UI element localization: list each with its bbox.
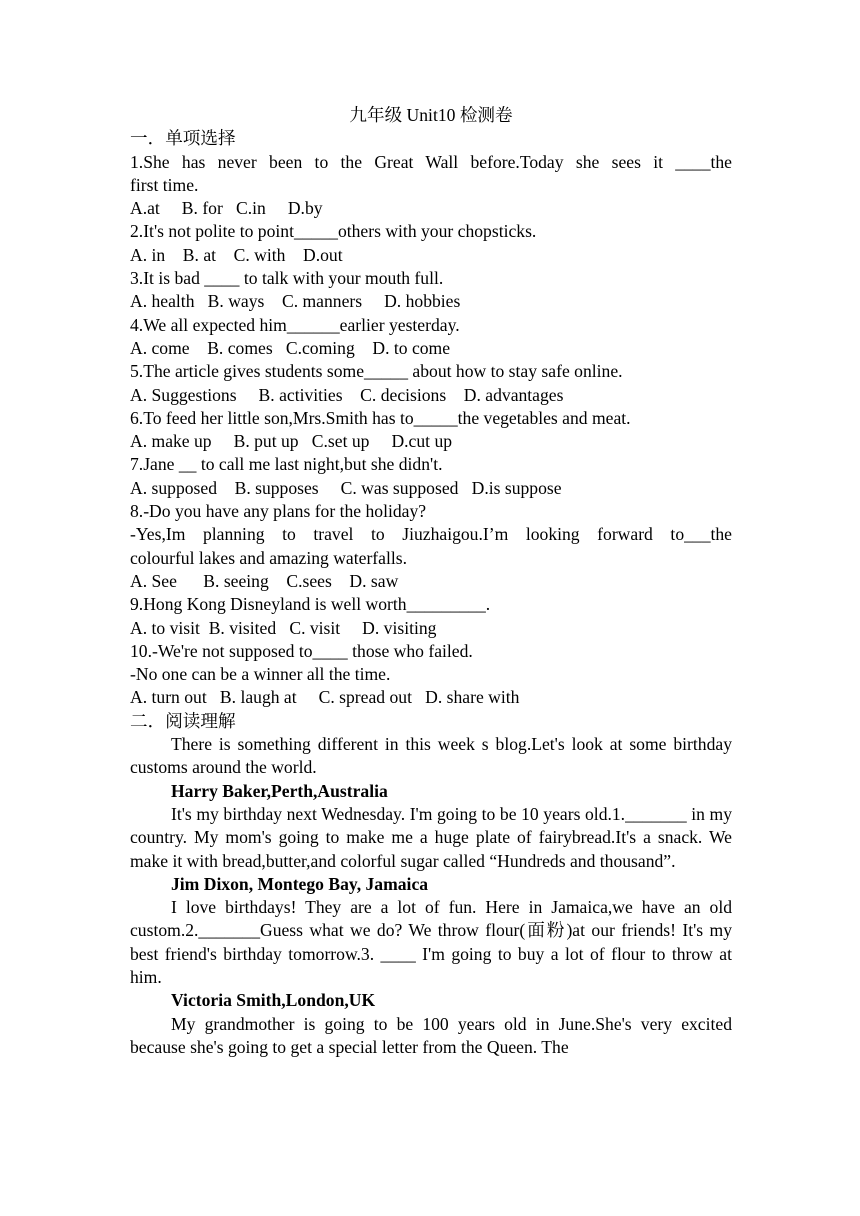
question-options: A. supposed B. supposes C. was supposed D.is suppose: [130, 477, 562, 498]
question-stem-reply: -No one can be a winner all the time.: [130, 664, 391, 685]
question-5: [130, 360, 732, 407]
document-title: 九年级 Unit10 检测卷: [349, 105, 513, 125]
question-8: [130, 500, 732, 593]
question-options: A. health B. ways C. manners D. hobbies: [130, 291, 461, 312]
question-stem-continued: colourful lakes and amazing waterfalls.: [130, 547, 407, 568]
blog-text: It's my birthday next Wednesday. I'm going to be 10 years old.1._______ in my country. My mom's going to make me a huge plate of fairybread.It's a snack. We make it with bread,butter,and colorful sugar called “Hundreds and thousand”.: [130, 803, 732, 871]
blog-text: My grandmother is going to be 100 years old in June.She's very excited because she's going to get a special letter from the Queen. The: [130, 1013, 732, 1057]
question-stem: 10.-We're not supposed to____ those who failed.: [130, 640, 473, 661]
question-stem-continued: first time.: [130, 174, 199, 195]
question-2: [130, 220, 732, 267]
question-1: [130, 151, 732, 221]
question-6: [130, 407, 732, 454]
question-options: A. See B. seeing C.sees D. saw: [130, 570, 399, 591]
question-7: [130, 453, 732, 500]
question-4: [130, 314, 732, 361]
question-stem: 3.It is bad ____ to talk with your mouth full.: [130, 268, 444, 289]
blog-author: Harry Baker,Perth,Australia: [171, 780, 388, 801]
question-stem: 8.-Do you have any plans for the holiday?: [130, 501, 427, 522]
question-stem: 5.The article gives students some_____ about how to stay safe online.: [130, 361, 623, 382]
question-options: A. in B. at C. with D.out: [130, 244, 343, 265]
question-stem: 9.Hong Kong Disneyland is well worth_________.: [130, 594, 491, 615]
question-options: A. to visit B. visited C. visit D. visiting: [130, 617, 437, 638]
question-options: A. come B. comes C.coming D. to come: [130, 337, 451, 358]
blog-author: Victoria Smith,London,UK: [171, 990, 376, 1011]
question-stem-reply: -Yes,Im planning to travel to Jiuzhaigou.I’m looking forward to___the: [130, 524, 732, 545]
section-heading-reading: 二．阅读理解: [130, 710, 236, 731]
blog-text: I love birthdays! They are a lot of fun. Here in Jamaica,we have an old custom.2._______Guess what we do? We throw flour(面粉)at our friends! It's my best friend's birthday tomorrow.3. ____ I'm going to buy a lot of flour to throw at him.: [130, 897, 732, 987]
question-stem: 6.To feed her little son,Mrs.Smith has to_____the vegetables and meat.: [130, 407, 631, 428]
question-3: [130, 267, 732, 314]
question-options: A. Suggestions B. activities C. decisions D. advantages: [130, 384, 564, 405]
question-stem: 2.It's not polite to point_____others with your chopsticks.: [130, 221, 537, 242]
question-options: A.at B. for C.in D.by: [130, 198, 323, 219]
question-stem: 1.She has never been to the Great Wall before.Today she sees it ____the: [130, 151, 732, 172]
question-9: [130, 593, 732, 640]
blog-author: Jim Dixon, Montego Bay, Jamaica: [171, 873, 429, 894]
question-10: [130, 640, 732, 710]
question-stem: 7.Jane __ to call me last night,but she didn't.: [130, 454, 443, 475]
reading-intro: There is something different in this week s blog.Let's look at some birthday customs around the world.: [130, 734, 732, 778]
question-options: A. turn out B. laugh at C. spread out D. share with: [130, 687, 520, 708]
question-stem: 4.We all expected him______earlier yesterday.: [130, 314, 460, 335]
document-page: [130, 104, 732, 1059]
question-options: A. make up B. put up C.set up D.cut up: [130, 431, 453, 452]
section-heading-multiple-choice: 一．单项选择: [130, 128, 236, 149]
